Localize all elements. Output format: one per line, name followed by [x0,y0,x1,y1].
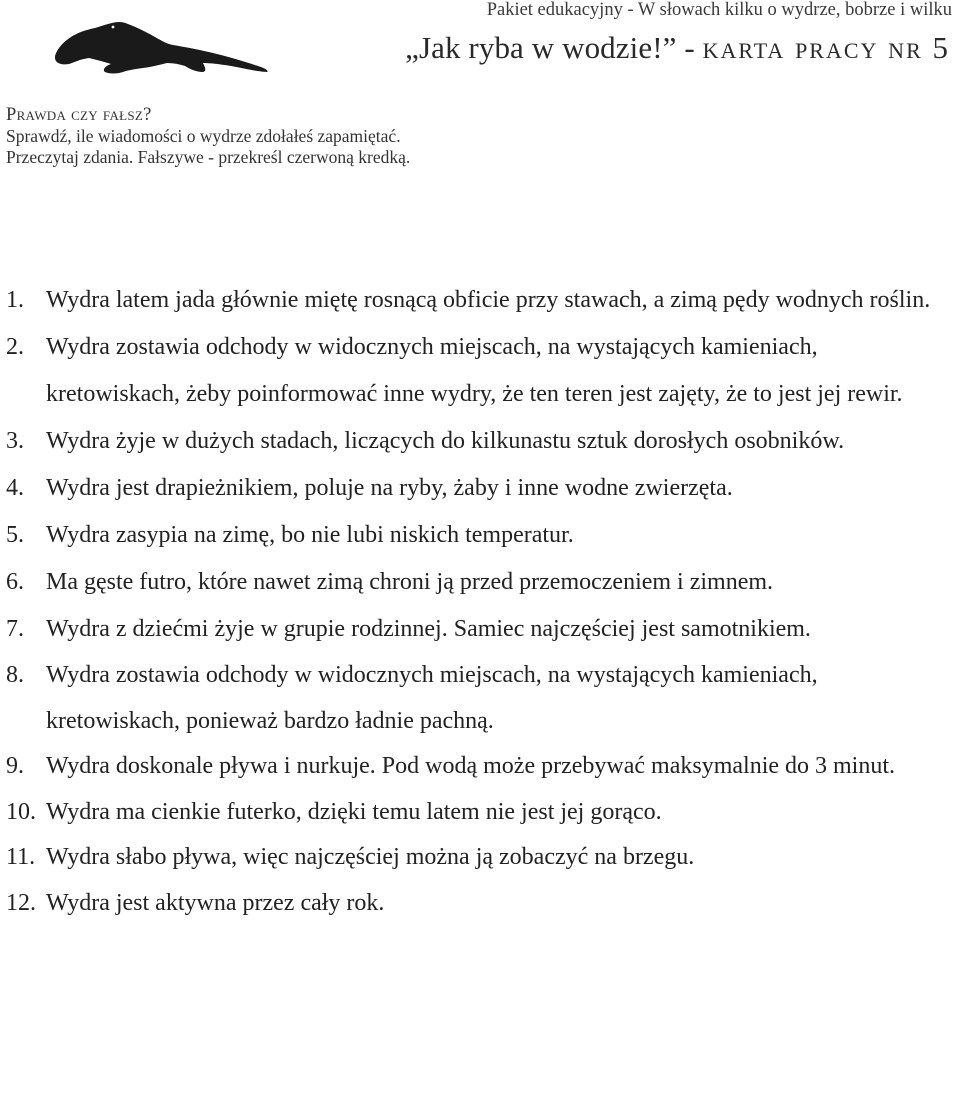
statements-list [6,277,956,927]
statement-number: 4. [6,475,24,501]
worksheet-title-main: „Jak ryba w wodzie!” - [405,30,703,65]
statement-text: Ma gęste futro, które nawet zimą chroni ją przed przemoczeniem i zimnem. [46,569,774,595]
statement-item-6 [6,559,956,606]
statement-number: 7. [6,616,24,642]
statement-number: 2. [6,334,24,360]
instructions-block [6,105,410,168]
statement-number: 8. [6,662,24,688]
statement-item-8 [6,653,956,744]
statement-text: Wydra zostawia odchody w widocznych miejscach, na wystających kamieniach, kretowiskach, ponieważ bardzo ładnie pachną. [46,662,818,734]
statement-number: 10. [6,798,36,825]
statement-text: Wydra jest aktywna przez cały rok. [46,889,385,916]
statement-text: Wydra słabo pływa, więc najczęściej można ją zobaczyć na brzegu. [46,844,695,871]
statement-item-12 [6,881,956,927]
statement-item-1 [6,277,956,324]
instructions-heading: Prawda czy fałsz? [6,105,152,125]
statement-item-5 [6,512,956,559]
worksheet-title [405,30,950,66]
statement-item-10 [6,790,956,836]
statement-text: Wydra jest drapieżnikiem, poluje na ryby, żaby i inne wodne zwierzęta. [46,475,733,501]
otter-silhouette-icon [55,14,270,76]
statement-text: Wydra doskonale pływa i nurkuje. Pod wodą może przebywać maksymalnie do 3 minut. [46,753,896,780]
statement-number: 12. [6,889,36,916]
statement-text: Wydra żyje w dużych stadach, liczących do kilkunastu sztuk dorosłych osobników. [46,428,845,454]
statement-item-2 [6,324,956,418]
statement-text: Wydra zostawia odchody w widocznych miejscach, na wystających kamieniach, kretowiskach, żeby poinformować inne wydry, że ten teren jest zajęty, że to jest jej rewir. [46,334,903,407]
series-title: Pakiet edukacyjny - W słowach kilku o wydrze, bobrze i wilku [486,0,952,20]
statement-item-7 [6,606,956,653]
statement-item-3 [6,418,956,465]
statement-text: Wydra zasypia na zimę, bo nie lubi niskich temperatur. [46,522,574,548]
instructions-line-1: Sprawdź, ile wiadomości o wydrze zdołałeś zapamiętać. [6,126,401,146]
statement-number: 1. [6,287,24,313]
worksheet-title-subtitle: karta pracy nr 5 [702,30,950,65]
statement-text: Wydra ma cienkie futerko, dzięki temu latem nie jest jej gorąco. [46,798,662,825]
statement-item-11 [6,835,956,881]
statement-number: 5. [6,522,24,548]
statement-number: 3. [6,428,24,454]
statement-number: 6. [6,569,24,595]
instructions-line-2: Przeczytaj zdania. Fałszywe - przekreśl czerwoną kredką. [6,147,411,167]
statement-item-4 [6,465,956,512]
statement-item-9 [6,744,956,790]
statement-number: 9. [6,753,24,780]
statement-number: 11. [6,844,36,871]
statement-text: Wydra latem jada głównie miętę rosnącą obficie przy stawach, a zimą pędy wodnych roślin. [46,287,931,313]
statement-text: Wydra z dziećmi żyje w grupie rodzinnej. Samiec najczęściej jest samotnikiem. [46,616,811,642]
